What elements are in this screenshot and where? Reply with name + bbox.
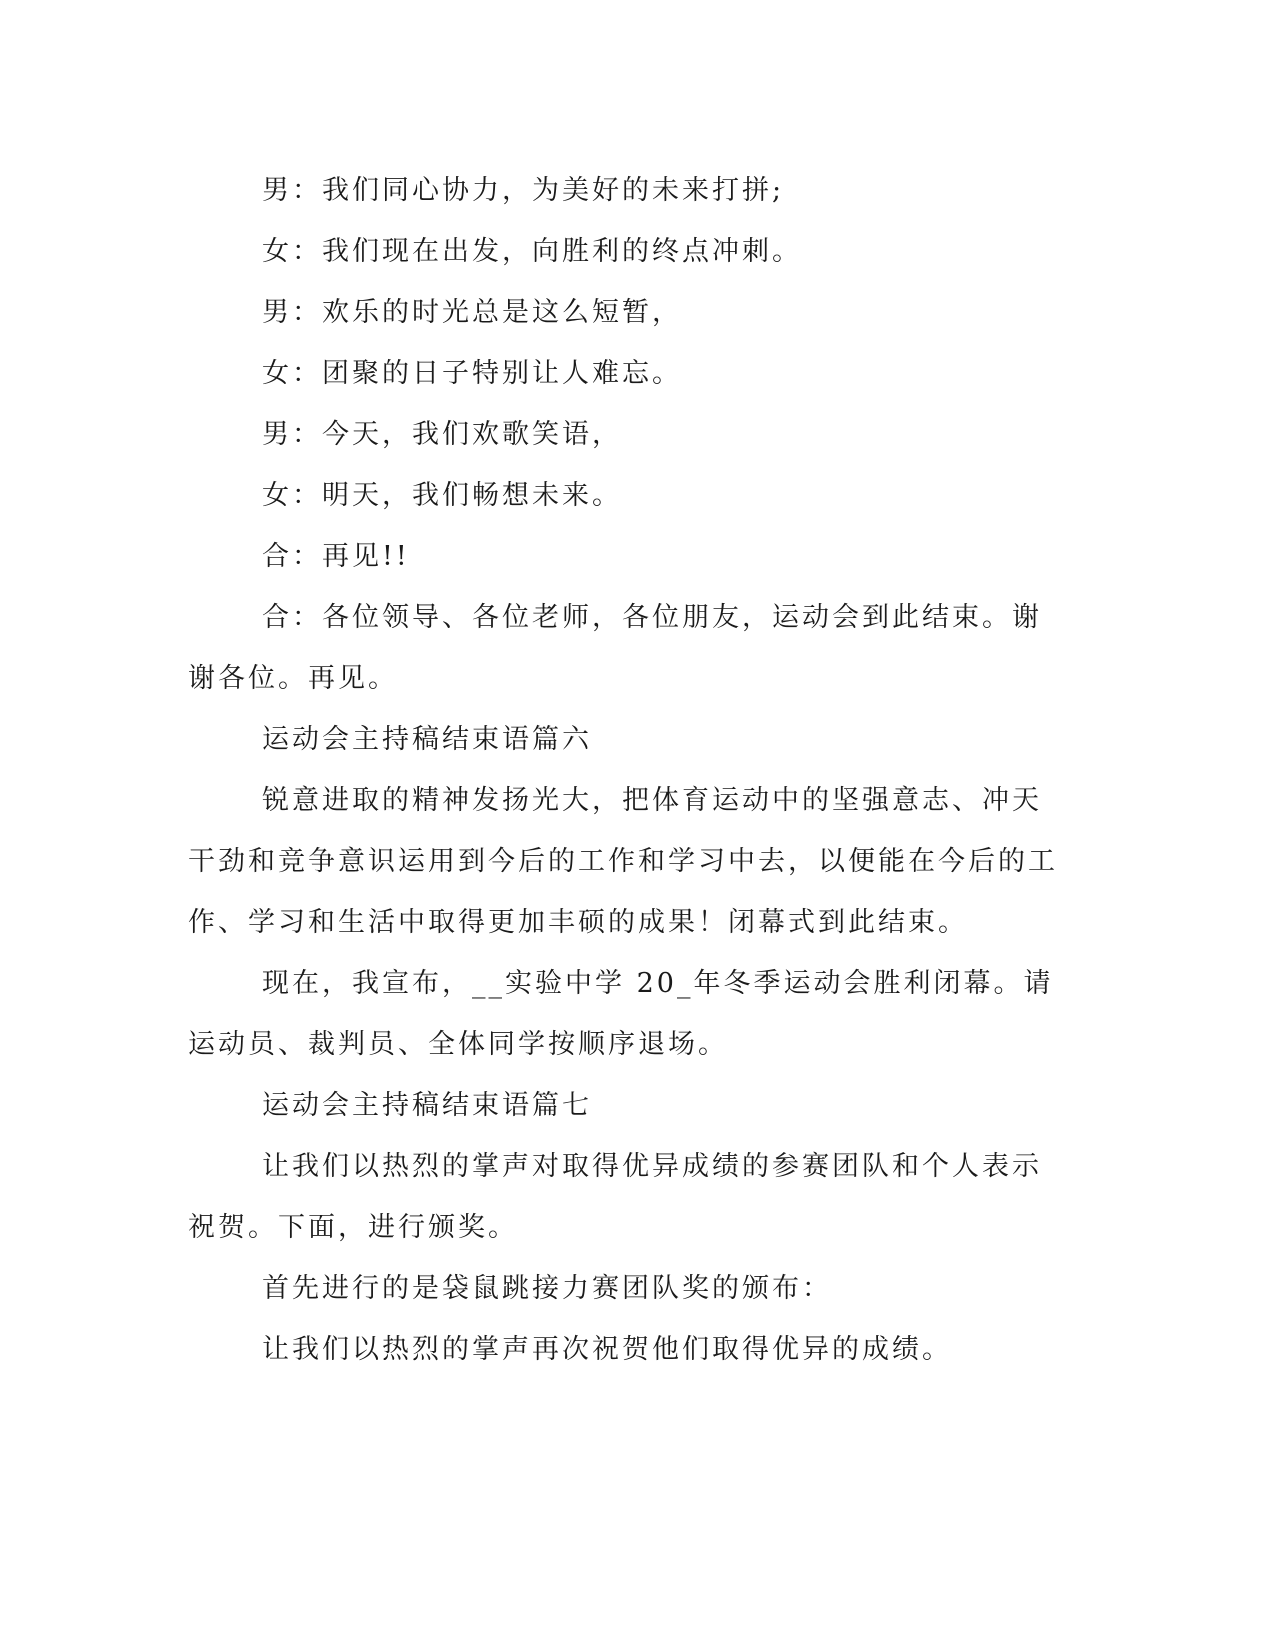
dialogue-line: 合：各位领导、各位老师，各位朋友，运动会到此结束。谢谢各位。再见。: [188, 602, 1042, 694]
body-paragraph: 现在，我宣布，__实验中学 20_年冬季运动会胜利闭幕。请运动员、裁判员、全体同学按顺序退场。: [188, 968, 1054, 1060]
body-paragraph: 锐意进取的精神发扬光大，把体育运动中的坚强意志、冲天干劲和竞争意识运用到今后的工作和学习中去，以便能在今后的工作、学习和生活中取得更加丰硕的成果！闭幕式到此结束。: [188, 785, 1058, 938]
document-body: [188, 160, 1068, 1380]
body-paragraph: 让我们以热烈的掌声对取得优异成绩的参赛团队和个人表示祝贺。下面，进行颁奖。: [188, 1151, 1042, 1243]
dialogue-line: 男：我们同心协力，为美好的未来打拼;: [262, 175, 785, 206]
dialogue-line: 合：再见!!: [262, 541, 410, 572]
body-paragraph: 让我们以热烈的掌声再次祝贺他们取得优异的成绩。: [262, 1334, 952, 1365]
dialogue-line: 女：团聚的日子特别让人难忘。: [262, 358, 682, 389]
dialogue-line: 女：我们现在出发，向胜利的终点冲刺。: [262, 236, 802, 267]
dialogue-line: 男：欢乐的时光总是这么短暂，: [262, 297, 682, 328]
dialogue-line: 男：今天，我们欢歌笑语，: [262, 419, 622, 450]
section-heading: 运动会主持稿结束语篇六: [262, 724, 592, 755]
dialogue-line: 女：明天，我们畅想未来。: [262, 480, 622, 511]
section-heading: 运动会主持稿结束语篇七: [262, 1090, 592, 1121]
body-paragraph: 首先进行的是袋鼠跳接力赛团队奖的颁布：: [262, 1273, 832, 1304]
